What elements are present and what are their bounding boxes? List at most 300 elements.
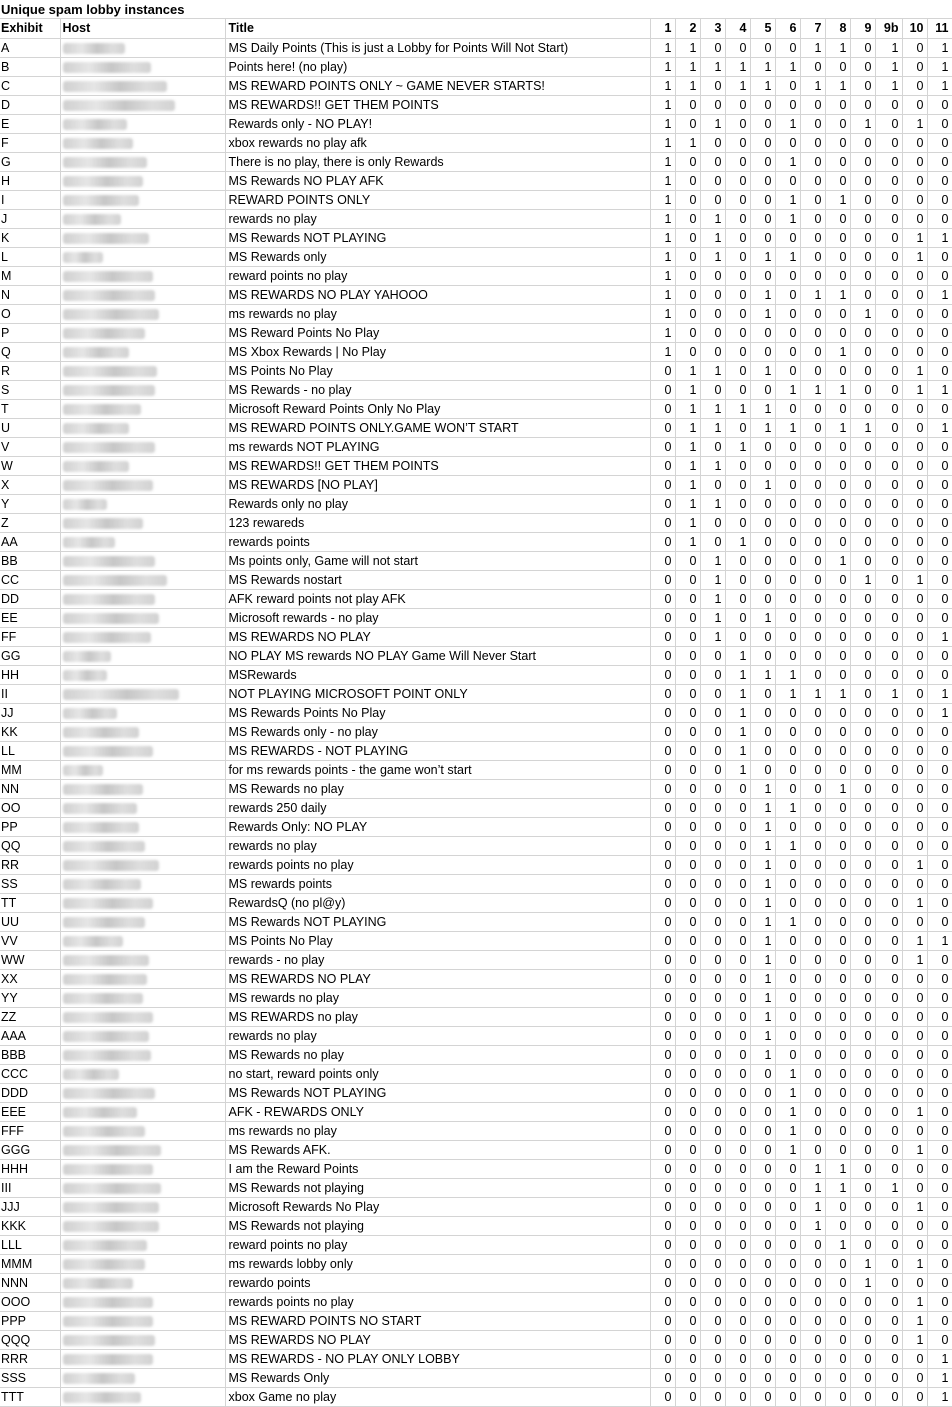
table-row[interactable]	[0, 950, 952, 969]
value-cell-col-4[interactable]: 0	[725, 1007, 750, 1026]
value-cell-col-9b[interactable]: 0	[875, 1292, 902, 1311]
host-cell-redacted[interactable]	[60, 779, 225, 798]
value-cell-col-1[interactable]: 0	[650, 627, 675, 646]
value-cell-col-2[interactable]: 0	[675, 266, 700, 285]
value-cell-col-10[interactable]: 1	[902, 855, 927, 874]
value-cell-col-11[interactable]: 0	[927, 1330, 952, 1349]
host-cell-redacted[interactable]	[60, 1368, 225, 1387]
value-cell-col-2[interactable]: 0	[675, 1235, 700, 1254]
table-row[interactable]	[0, 779, 952, 798]
value-cell-col-6[interactable]: 0	[775, 874, 800, 893]
value-cell-col-4[interactable]: 1	[725, 532, 750, 551]
value-cell-col-5[interactable]: 0	[750, 1159, 775, 1178]
value-cell-col-3[interactable]: 0	[700, 513, 725, 532]
value-cell-col-10[interactable]: 0	[902, 133, 927, 152]
value-cell-col-11[interactable]: 1	[927, 57, 952, 76]
value-cell-col-8[interactable]: 0	[825, 247, 850, 266]
value-cell-col-2[interactable]: 0	[675, 1349, 700, 1368]
value-cell-col-11[interactable]: 0	[927, 1007, 952, 1026]
value-cell-col-9[interactable]: 0	[850, 950, 875, 969]
value-cell-col-9[interactable]: 0	[850, 1083, 875, 1102]
value-cell-col-11[interactable]: 0	[927, 836, 952, 855]
value-cell-col-5[interactable]: 0	[750, 589, 775, 608]
value-cell-col-9[interactable]: 0	[850, 228, 875, 247]
value-cell-col-8[interactable]: 0	[825, 703, 850, 722]
value-cell-col-9b[interactable]: 0	[875, 760, 902, 779]
value-cell-col-8[interactable]: 0	[825, 893, 850, 912]
value-cell-col-1[interactable]: 0	[650, 589, 675, 608]
value-cell-col-9[interactable]: 0	[850, 1026, 875, 1045]
value-cell-col-4[interactable]: 0	[725, 551, 750, 570]
value-cell-col-3[interactable]: 0	[700, 912, 725, 931]
value-cell-col-11[interactable]: 0	[927, 969, 952, 988]
host-cell-redacted[interactable]	[60, 1216, 225, 1235]
value-cell-col-5[interactable]: 1	[750, 950, 775, 969]
title-cell[interactable]: MS Reward Points No Play	[225, 323, 650, 342]
value-cell-col-6[interactable]: 0	[775, 1349, 800, 1368]
value-cell-col-9[interactable]: 0	[850, 1064, 875, 1083]
title-cell[interactable]: ms rewards NOT PLAYING	[225, 437, 650, 456]
value-cell-col-3[interactable]: 0	[700, 1349, 725, 1368]
value-cell-col-9[interactable]: 0	[850, 1311, 875, 1330]
value-cell-col-10[interactable]: 0	[902, 1083, 927, 1102]
value-cell-col-6[interactable]: 0	[775, 589, 800, 608]
value-cell-col-11[interactable]: 0	[927, 1140, 952, 1159]
value-cell-col-2[interactable]: 0	[675, 684, 700, 703]
table-row[interactable]	[0, 988, 952, 1007]
title-cell[interactable]: MS REWARDS NO PLAY	[225, 1330, 650, 1349]
value-cell-col-11[interactable]: 0	[927, 304, 952, 323]
value-cell-col-6[interactable]: 1	[775, 1140, 800, 1159]
value-cell-col-8[interactable]: 0	[825, 931, 850, 950]
value-cell-col-5[interactable]: 1	[750, 475, 775, 494]
value-cell-col-10[interactable]: 0	[902, 76, 927, 95]
value-cell-col-6[interactable]: 0	[775, 1387, 800, 1406]
value-cell-col-10[interactable]: 1	[902, 114, 927, 133]
value-cell-col-2[interactable]: 0	[675, 855, 700, 874]
value-cell-col-7[interactable]: 1	[800, 38, 825, 57]
value-cell-col-5[interactable]: 0	[750, 437, 775, 456]
value-cell-col-5[interactable]: 0	[750, 1273, 775, 1292]
value-cell-col-2[interactable]: 1	[675, 494, 700, 513]
value-cell-col-7[interactable]: 0	[800, 570, 825, 589]
value-cell-col-6[interactable]: 0	[775, 1197, 800, 1216]
value-cell-col-1[interactable]: 1	[650, 323, 675, 342]
value-cell-col-10[interactable]: 0	[902, 323, 927, 342]
value-cell-col-2[interactable]: 1	[675, 380, 700, 399]
host-cell-redacted[interactable]	[60, 190, 225, 209]
value-cell-col-7[interactable]: 0	[800, 1273, 825, 1292]
value-cell-col-3[interactable]: 0	[700, 665, 725, 684]
value-cell-col-9b[interactable]: 0	[875, 1216, 902, 1235]
value-cell-col-7[interactable]: 0	[800, 1368, 825, 1387]
value-cell-col-8[interactable]: 0	[825, 475, 850, 494]
value-cell-col-5[interactable]: 1	[750, 361, 775, 380]
value-cell-col-3[interactable]: 0	[700, 1330, 725, 1349]
value-cell-col-2[interactable]: 0	[675, 114, 700, 133]
value-cell-col-7[interactable]: 0	[800, 855, 825, 874]
value-cell-col-4[interactable]: 0	[725, 1235, 750, 1254]
value-cell-col-1[interactable]: 0	[650, 1121, 675, 1140]
value-cell-col-7[interactable]: 0	[800, 209, 825, 228]
value-cell-col-9[interactable]: 0	[850, 988, 875, 1007]
value-cell-col-10[interactable]: 1	[902, 1330, 927, 1349]
value-cell-col-9b[interactable]: 1	[875, 76, 902, 95]
value-cell-col-5[interactable]: 0	[750, 1254, 775, 1273]
value-cell-col-8[interactable]: 0	[825, 1083, 850, 1102]
value-cell-col-1[interactable]: 0	[650, 608, 675, 627]
host-cell-redacted[interactable]	[60, 760, 225, 779]
table-row[interactable]	[0, 627, 952, 646]
value-cell-col-8[interactable]: 0	[825, 1292, 850, 1311]
exhibit-cell[interactable]: ZZ	[0, 1007, 60, 1026]
value-cell-col-6[interactable]: 0	[775, 323, 800, 342]
exhibit-cell[interactable]: Z	[0, 513, 60, 532]
value-cell-col-11[interactable]: 0	[927, 361, 952, 380]
value-cell-col-9b[interactable]: 0	[875, 874, 902, 893]
title-cell[interactable]: rewards - no play	[225, 950, 650, 969]
value-cell-col-8[interactable]: 0	[825, 608, 850, 627]
host-cell-redacted[interactable]	[60, 912, 225, 931]
value-cell-col-7[interactable]: 0	[800, 361, 825, 380]
host-cell-redacted[interactable]	[60, 1102, 225, 1121]
value-cell-col-11[interactable]: 0	[927, 152, 952, 171]
title-cell[interactable]: MS Rewards Only	[225, 1368, 650, 1387]
host-cell-redacted[interactable]	[60, 950, 225, 969]
exhibit-cell[interactable]: JJJ	[0, 1197, 60, 1216]
exhibit-cell[interactable]: DDD	[0, 1083, 60, 1102]
value-cell-col-11[interactable]: 0	[927, 95, 952, 114]
value-cell-col-9[interactable]: 0	[850, 608, 875, 627]
table-row[interactable]	[0, 912, 952, 931]
table-row[interactable]	[0, 1235, 952, 1254]
title-cell[interactable]: MS REWARDS!! GET THEM POINTS	[225, 95, 650, 114]
host-cell-redacted[interactable]	[60, 494, 225, 513]
value-cell-col-11[interactable]: 0	[927, 1311, 952, 1330]
value-cell-col-2[interactable]: 0	[675, 1140, 700, 1159]
host-cell-redacted[interactable]	[60, 171, 225, 190]
exhibit-cell[interactable]: AA	[0, 532, 60, 551]
value-cell-col-10[interactable]: 0	[902, 627, 927, 646]
exhibit-cell[interactable]: D	[0, 95, 60, 114]
value-cell-col-9b[interactable]: 0	[875, 285, 902, 304]
exhibit-cell[interactable]: TT	[0, 893, 60, 912]
value-cell-col-3[interactable]: 1	[700, 494, 725, 513]
title-cell[interactable]: for ms rewards points - the game won’t start	[225, 760, 650, 779]
exhibit-cell[interactable]: GG	[0, 646, 60, 665]
host-cell-redacted[interactable]	[60, 1140, 225, 1159]
value-cell-col-11[interactable]: 0	[927, 551, 952, 570]
value-cell-col-9b[interactable]: 0	[875, 456, 902, 475]
value-cell-col-10[interactable]: 0	[902, 38, 927, 57]
table-row[interactable]	[0, 1197, 952, 1216]
value-cell-col-4[interactable]: 0	[725, 133, 750, 152]
exhibit-cell[interactable]: SS	[0, 874, 60, 893]
host-cell-redacted[interactable]	[60, 475, 225, 494]
title-cell[interactable]: NOT PLAYING MICROSOFT POINT ONLY	[225, 684, 650, 703]
title-cell[interactable]: ms rewards no play	[225, 1121, 650, 1140]
host-cell-redacted[interactable]	[60, 741, 225, 760]
value-cell-col-9[interactable]: 0	[850, 551, 875, 570]
value-cell-col-7[interactable]: 0	[800, 817, 825, 836]
value-cell-col-7[interactable]: 0	[800, 551, 825, 570]
value-cell-col-3[interactable]: 0	[700, 190, 725, 209]
value-cell-col-4[interactable]: 0	[725, 266, 750, 285]
value-cell-col-3[interactable]: 0	[700, 931, 725, 950]
value-cell-col-9[interactable]: 0	[850, 1102, 875, 1121]
value-cell-col-7[interactable]: 0	[800, 627, 825, 646]
value-cell-col-1[interactable]: 0	[650, 399, 675, 418]
host-cell-redacted[interactable]	[60, 247, 225, 266]
value-cell-col-6[interactable]: 1	[775, 114, 800, 133]
host-cell-redacted[interactable]	[60, 1330, 225, 1349]
value-cell-col-2[interactable]: 0	[675, 1254, 700, 1273]
value-cell-col-3[interactable]: 0	[700, 988, 725, 1007]
value-cell-col-6[interactable]: 0	[775, 1159, 800, 1178]
value-cell-col-6[interactable]: 0	[775, 1311, 800, 1330]
value-cell-col-1[interactable]: 0	[650, 836, 675, 855]
title-cell[interactable]: rewards points no play	[225, 855, 650, 874]
value-cell-col-10[interactable]: 0	[902, 684, 927, 703]
value-cell-col-3[interactable]: 0	[700, 684, 725, 703]
value-cell-col-2[interactable]: 0	[675, 1121, 700, 1140]
value-cell-col-6[interactable]: 1	[775, 57, 800, 76]
value-cell-col-8[interactable]: 1	[825, 190, 850, 209]
value-cell-col-7[interactable]: 0	[800, 1387, 825, 1406]
value-cell-col-11[interactable]: 1	[927, 380, 952, 399]
value-cell-col-11[interactable]: 0	[927, 874, 952, 893]
value-cell-col-8[interactable]: 1	[825, 380, 850, 399]
value-cell-col-4[interactable]: 0	[725, 209, 750, 228]
value-cell-col-4[interactable]: 1	[725, 57, 750, 76]
value-cell-col-7[interactable]: 0	[800, 456, 825, 475]
exhibit-cell[interactable]: I	[0, 190, 60, 209]
value-cell-col-11[interactable]: 0	[927, 950, 952, 969]
value-cell-col-9b[interactable]: 0	[875, 893, 902, 912]
host-cell-redacted[interactable]	[60, 1045, 225, 1064]
value-cell-col-9b[interactable]: 0	[875, 1026, 902, 1045]
value-cell-col-9b[interactable]: 0	[875, 608, 902, 627]
value-cell-col-6[interactable]: 1	[775, 209, 800, 228]
value-cell-col-11[interactable]: 0	[927, 893, 952, 912]
value-cell-col-10[interactable]: 0	[902, 836, 927, 855]
value-cell-col-11[interactable]: 1	[927, 38, 952, 57]
exhibit-cell[interactable]: JJ	[0, 703, 60, 722]
value-cell-col-4[interactable]: 0	[725, 589, 750, 608]
value-cell-col-4[interactable]: 0	[725, 1045, 750, 1064]
value-cell-col-9b[interactable]: 0	[875, 1387, 902, 1406]
value-cell-col-11[interactable]: 0	[927, 665, 952, 684]
value-cell-col-7[interactable]: 0	[800, 741, 825, 760]
value-cell-col-4[interactable]: 0	[725, 361, 750, 380]
value-cell-col-3[interactable]: 0	[700, 437, 725, 456]
value-cell-col-8[interactable]: 1	[825, 285, 850, 304]
value-cell-col-5[interactable]: 1	[750, 285, 775, 304]
value-cell-col-9b[interactable]: 0	[875, 551, 902, 570]
value-cell-col-2[interactable]: 0	[675, 1026, 700, 1045]
header-col-8[interactable]: 8	[825, 19, 850, 38]
table-row[interactable]	[0, 722, 952, 741]
exhibit-cell[interactable]: QQQ	[0, 1330, 60, 1349]
value-cell-col-1[interactable]: 0	[650, 969, 675, 988]
value-cell-col-6[interactable]: 0	[775, 950, 800, 969]
table-row[interactable]	[0, 1273, 952, 1292]
table-row[interactable]	[0, 38, 952, 57]
value-cell-col-3[interactable]: 0	[700, 855, 725, 874]
value-cell-col-3[interactable]: 0	[700, 969, 725, 988]
value-cell-col-2[interactable]: 0	[675, 209, 700, 228]
exhibit-cell[interactable]: CC	[0, 570, 60, 589]
value-cell-col-8[interactable]: 0	[825, 950, 850, 969]
value-cell-col-9[interactable]: 0	[850, 1178, 875, 1197]
value-cell-col-8[interactable]: 0	[825, 456, 850, 475]
value-cell-col-11[interactable]: 0	[927, 988, 952, 1007]
value-cell-col-7[interactable]: 0	[800, 893, 825, 912]
title-cell[interactable]: There is no play, there is only Rewards	[225, 152, 650, 171]
host-cell-redacted[interactable]	[60, 57, 225, 76]
title-cell[interactable]: xbox Game no play	[225, 1387, 650, 1406]
value-cell-col-4[interactable]: 0	[725, 1216, 750, 1235]
title-cell[interactable]: Microsoft Rewards No Play	[225, 1197, 650, 1216]
value-cell-col-1[interactable]: 0	[650, 912, 675, 931]
exhibit-cell[interactable]: HHH	[0, 1159, 60, 1178]
value-cell-col-9[interactable]: 0	[850, 855, 875, 874]
value-cell-col-2[interactable]: 0	[675, 798, 700, 817]
table-row[interactable]	[0, 76, 952, 95]
value-cell-col-7[interactable]: 0	[800, 798, 825, 817]
value-cell-col-4[interactable]: 0	[725, 228, 750, 247]
host-cell-redacted[interactable]	[60, 969, 225, 988]
value-cell-col-8[interactable]: 0	[825, 1007, 850, 1026]
value-cell-col-8[interactable]: 1	[825, 551, 850, 570]
value-cell-col-7[interactable]: 0	[800, 114, 825, 133]
host-cell-redacted[interactable]	[60, 1064, 225, 1083]
title-cell[interactable]: MS Daily Points (This is just a Lobby for Points Will Not Start)	[225, 38, 650, 57]
value-cell-col-7[interactable]: 0	[800, 190, 825, 209]
table-row[interactable]	[0, 152, 952, 171]
host-cell-redacted[interactable]	[60, 1311, 225, 1330]
value-cell-col-3[interactable]: 0	[700, 342, 725, 361]
value-cell-col-5[interactable]: 0	[750, 114, 775, 133]
value-cell-col-5[interactable]: 1	[750, 1007, 775, 1026]
exhibit-cell[interactable]: LL	[0, 741, 60, 760]
value-cell-col-2[interactable]: 0	[675, 171, 700, 190]
value-cell-col-1[interactable]: 0	[650, 1197, 675, 1216]
value-cell-col-2[interactable]: 0	[675, 1102, 700, 1121]
value-cell-col-6[interactable]: 1	[775, 418, 800, 437]
host-cell-redacted[interactable]	[60, 285, 225, 304]
host-cell-redacted[interactable]	[60, 38, 225, 57]
value-cell-col-9b[interactable]: 0	[875, 950, 902, 969]
host-cell-redacted[interactable]	[60, 513, 225, 532]
value-cell-col-3[interactable]: 0	[700, 798, 725, 817]
value-cell-col-1[interactable]: 0	[650, 1368, 675, 1387]
value-cell-col-1[interactable]: 0	[650, 779, 675, 798]
value-cell-col-11[interactable]: 0	[927, 1273, 952, 1292]
value-cell-col-1[interactable]: 0	[650, 665, 675, 684]
value-cell-col-4[interactable]: 0	[725, 190, 750, 209]
value-cell-col-1[interactable]: 0	[650, 1311, 675, 1330]
table-row[interactable]	[0, 1159, 952, 1178]
value-cell-col-5[interactable]: 0	[750, 95, 775, 114]
value-cell-col-8[interactable]: 0	[825, 95, 850, 114]
value-cell-col-1[interactable]: 0	[650, 418, 675, 437]
value-cell-col-1[interactable]: 1	[650, 114, 675, 133]
value-cell-col-6[interactable]: 0	[775, 437, 800, 456]
value-cell-col-9b[interactable]: 0	[875, 741, 902, 760]
value-cell-col-9[interactable]: 0	[850, 1349, 875, 1368]
value-cell-col-8[interactable]: 0	[825, 722, 850, 741]
value-cell-col-11[interactable]: 0	[927, 399, 952, 418]
exhibit-cell[interactable]: KK	[0, 722, 60, 741]
value-cell-col-5[interactable]: 0	[750, 1102, 775, 1121]
value-cell-col-9[interactable]: 0	[850, 1045, 875, 1064]
value-cell-col-11[interactable]: 0	[927, 855, 952, 874]
host-cell-redacted[interactable]	[60, 1083, 225, 1102]
title-cell[interactable]: MS REWARDS - NO PLAY ONLY LOBBY	[225, 1349, 650, 1368]
value-cell-col-9[interactable]: 0	[850, 1368, 875, 1387]
value-cell-col-8[interactable]: 0	[825, 817, 850, 836]
title-cell[interactable]: MS REWARDS NO PLAY YAHOOO	[225, 285, 650, 304]
value-cell-col-3[interactable]: 0	[700, 1045, 725, 1064]
value-cell-col-2[interactable]: 0	[675, 779, 700, 798]
value-cell-col-7[interactable]: 0	[800, 722, 825, 741]
value-cell-col-7[interactable]: 1	[800, 76, 825, 95]
value-cell-col-6[interactable]: 0	[775, 228, 800, 247]
value-cell-col-4[interactable]: 0	[725, 570, 750, 589]
value-cell-col-2[interactable]: 0	[675, 228, 700, 247]
value-cell-col-4[interactable]: 0	[725, 893, 750, 912]
value-cell-col-11[interactable]: 0	[927, 760, 952, 779]
value-cell-col-4[interactable]: 0	[725, 1159, 750, 1178]
value-cell-col-1[interactable]: 0	[650, 1387, 675, 1406]
host-cell-redacted[interactable]	[60, 1235, 225, 1254]
value-cell-col-4[interactable]: 1	[725, 722, 750, 741]
value-cell-col-2[interactable]: 0	[675, 1178, 700, 1197]
value-cell-col-10[interactable]: 0	[902, 1368, 927, 1387]
value-cell-col-7[interactable]: 0	[800, 418, 825, 437]
value-cell-col-2[interactable]: 0	[675, 285, 700, 304]
value-cell-col-11[interactable]: 0	[927, 247, 952, 266]
value-cell-col-11[interactable]: 0	[927, 589, 952, 608]
value-cell-col-6[interactable]: 0	[775, 399, 800, 418]
table-row[interactable]	[0, 1292, 952, 1311]
host-cell-redacted[interactable]	[60, 1178, 225, 1197]
title-cell[interactable]: MS REWARD POINTS ONLY.GAME WON’T START	[225, 418, 650, 437]
value-cell-col-1[interactable]: 0	[650, 437, 675, 456]
value-cell-col-11[interactable]: 0	[927, 1121, 952, 1140]
value-cell-col-1[interactable]: 0	[650, 513, 675, 532]
value-cell-col-9[interactable]: 0	[850, 494, 875, 513]
value-cell-col-10[interactable]: 0	[902, 190, 927, 209]
title-cell[interactable]: MS Points No Play	[225, 361, 650, 380]
exhibit-cell[interactable]: P	[0, 323, 60, 342]
value-cell-col-4[interactable]: 1	[725, 399, 750, 418]
value-cell-col-5[interactable]: 0	[750, 1311, 775, 1330]
value-cell-col-5[interactable]: 0	[750, 380, 775, 399]
value-cell-col-7[interactable]: 0	[800, 1349, 825, 1368]
value-cell-col-9[interactable]: 0	[850, 209, 875, 228]
value-cell-col-2[interactable]: 0	[675, 152, 700, 171]
value-cell-col-10[interactable]: 0	[902, 1064, 927, 1083]
value-cell-col-5[interactable]: 0	[750, 627, 775, 646]
value-cell-col-6[interactable]: 0	[775, 608, 800, 627]
table-row[interactable]	[0, 361, 952, 380]
host-cell-redacted[interactable]	[60, 1387, 225, 1406]
host-cell-redacted[interactable]	[60, 1121, 225, 1140]
value-cell-col-6[interactable]: 0	[775, 513, 800, 532]
value-cell-col-11[interactable]: 0	[927, 1254, 952, 1273]
